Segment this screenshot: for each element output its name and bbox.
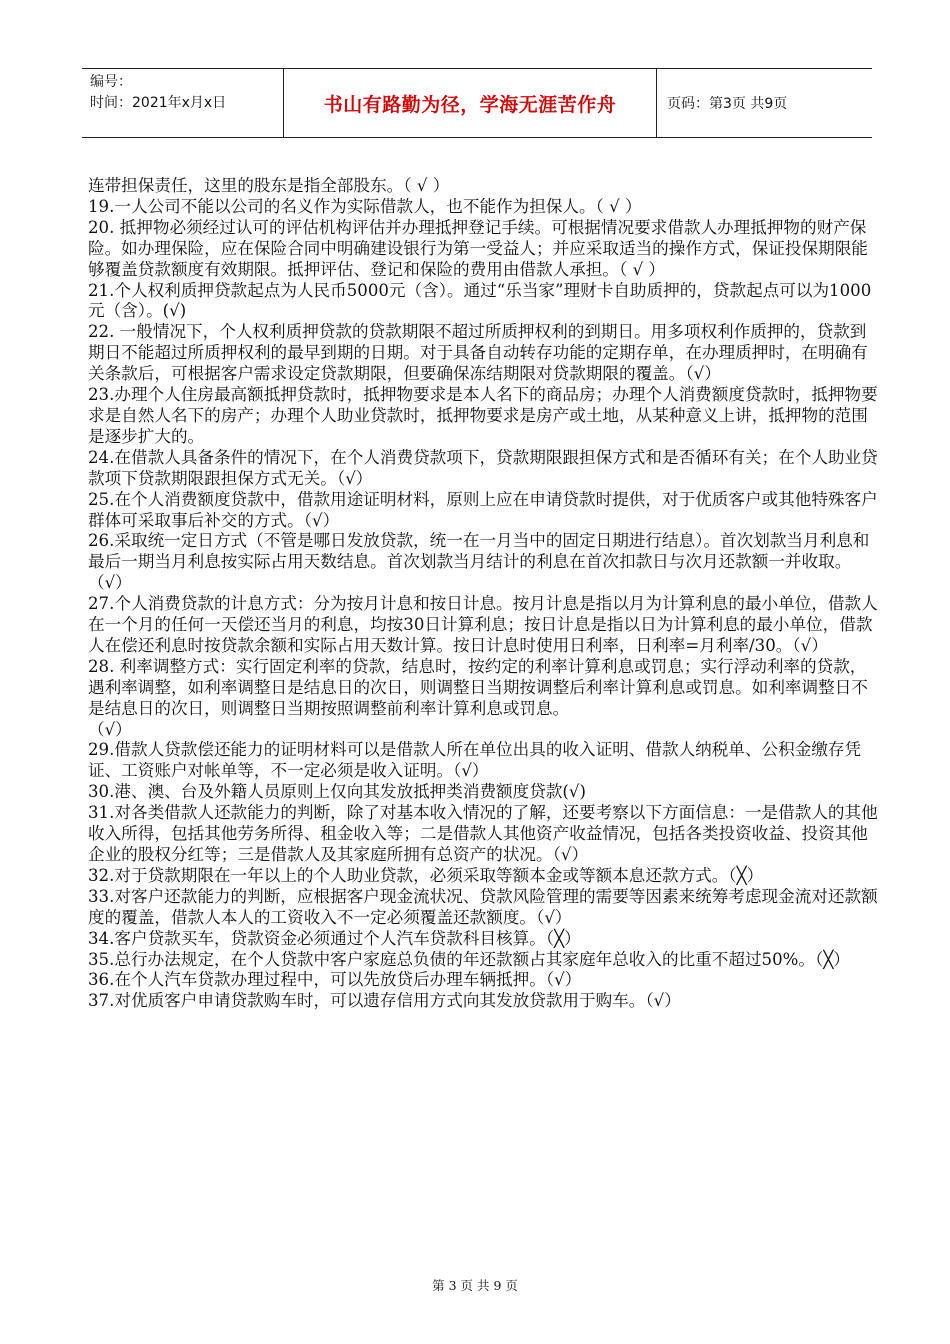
paragraph: 25.在个人消费额度贷款中，借款用途证明材料，原则上应在申请贷款时提供，对于优质客户或其他特殊客户群体可采取事后补交的方式。（√） (88, 489, 878, 530)
paragraph: 连带担保责任，这里的股东是指全部股东。（ √ ） (88, 176, 450, 195)
header-motto-cell (284, 69, 657, 137)
header-meta (82, 69, 284, 137)
header-page-cell (657, 69, 872, 137)
paragraph: 32.对于贷款期限在一年以上的个人助业贷款，必须采取等额本金或等额本息还款方式。（╳） (88, 865, 764, 885)
paragraph: 29.借款人贷款偿还能力的证明材料可以是借款人所在单位出具的收入证明、借款人纳税单、公积金缴存凭证、工资账户对帐单等，不一定必须是收入证明。（√） (88, 740, 862, 781)
paragraph: 31.对各类借款人还款能力的判断，除了对基本收入情况的了解，还要考察以下方面信息：一是借款人的其他收入所得，包括其他劳务所得、租金收入等；二是借款人其他资产收益情况，包括各类投资收益、投资其他企业的股权分红等；三是借款人及其家庭所拥有总资产的状况。（√） (88, 803, 878, 864)
paragraph: 35.总行办法规定，在个人贷款中客户家庭总负债的年还款额占其家庭年总收入的比重不超过50%。（╳） (88, 949, 850, 969)
paragraph: 19.一人公司不能以公司的名义作为实际借款人，也不能作为担保人。（ √ ） (88, 196, 642, 216)
paragraph: 24.在借款人具备条件的情况下，在个人消费贷款项下，贷款期限跟担保方式和是否循环有关；在个人助业贷款项下贷款期限跟担保方式无关。（√） (88, 447, 878, 488)
paragraph: 30.港、澳、台及外籍人员原则上仅向其发放抵押类消费额度贷款(√) (88, 782, 586, 802)
paragraph: 34.客户贷款买车，贷款资金必须通过个人汽车贷款科目核算。（╳） (88, 928, 581, 948)
paragraph: 26.采取统一定日方式（不管是哪日发放贷款，统一在一月当中的固定日期进行结息）。首次划款当月利息和最后一期当月利息按实际占用天数结息。首次划款当月结计的利息在首次扣款日与次月还款额一并收取。（√） (88, 531, 870, 593)
paragraph: （√） (88, 719, 132, 739)
paragraph: 28. 利率调整方式：实行固定利率的贷款，结息时，按约定的利率计算利息或罚息；实行浮动利率的贷款，遇利率调整，如利率调整日是结息日的次日，则调整日当期按调整后利率计算利息或罚息。如利率调整日不是结息日的次日，则调整日当期按照调整前利率计算利息或罚息。 (88, 656, 868, 718)
paragraph: 27.个人消费贷款的计息方式：分为按月计息和按日计息。按月计息是指以月为计算利息的最小单位，借款人在一个月的任何一天偿还当月的利息，均按30日计算利息；按日计息是指以日为计算利息的最小单位，借款人在偿还利息时按贷款余额和实际占用天数计算。按日计息时使用日利率，日利率=月利率/30。（√） (88, 594, 878, 655)
paragraph: 33.对客户还款能力的判断，应根据客户现金流状况、贷款风险管理的需要等因素来统筹考虑现金流对还款额度的覆盖，借款人本人的工资收入不一定必须覆盖还款额度。（√） (88, 886, 878, 927)
document-time-label: 时间：2021年x月x日 (90, 95, 227, 111)
header-motto: 书山有路勤为径，学海无涯苦作舟 (323, 93, 617, 116)
paragraph: 21.个人权利质押贷款起点为人民币5000元（含）。通过“乐当家”理财卡自助质押的，贷款起点可以为1000元（含）。(√) (88, 280, 872, 321)
paragraph: 36.在个人汽车贷款办理过程中，可以先放贷后办理车辆抵押。（√） (88, 970, 582, 990)
paragraph: 37.对优质客户申请贷款购车时，可以遗存信用方式向其发放贷款用于购车。（√） (88, 991, 681, 1011)
page-header (82, 68, 872, 138)
paragraph: 20. 抵押物必须经过认可的评估机构评估并办理抵押登记手续。可根据情况要求借款人办理抵押物的财产保险。如办理保险，应在保险合同中明确建设银行为第一受益人；并应采取适当的操作方式，保证投保期限能够覆盖贷款额度有效期限。抵押评估、登记和保险的费用由借款人承担。（ √ ） (88, 217, 868, 279)
paragraph: 22. 一般情况下，个人权利质押贷款的贷款期限不超过所质押权利的到期日。用多项权利作质押的，贷款到期日不能超过所质押权利的最早到期的日期。对于具备自动转存功能的定期存单，在办理质押时，在明确有关条款后，可根据客户需求设定贷款期限，但要确保冻结期限对贷款期限的覆盖。（√） (88, 322, 868, 384)
paragraph: 23.办理个人住房最高额抵押贷款时，抵押物要求是本人名下的商品房；办理个人消费额度贷款时，抵押物要求是自然人名下的房产；办理个人助业贷款时，抵押物要求是房产或土地，从某种意义上讲，抵押物的范围是逐步扩大的。 (88, 385, 878, 446)
header-page-label: 页码：第3页 共9页 (667, 96, 788, 112)
document-number-label: 编号： (90, 74, 132, 90)
document-body (88, 176, 878, 1012)
page-footer: 第 3 页 共 9 页 (432, 1278, 518, 1293)
